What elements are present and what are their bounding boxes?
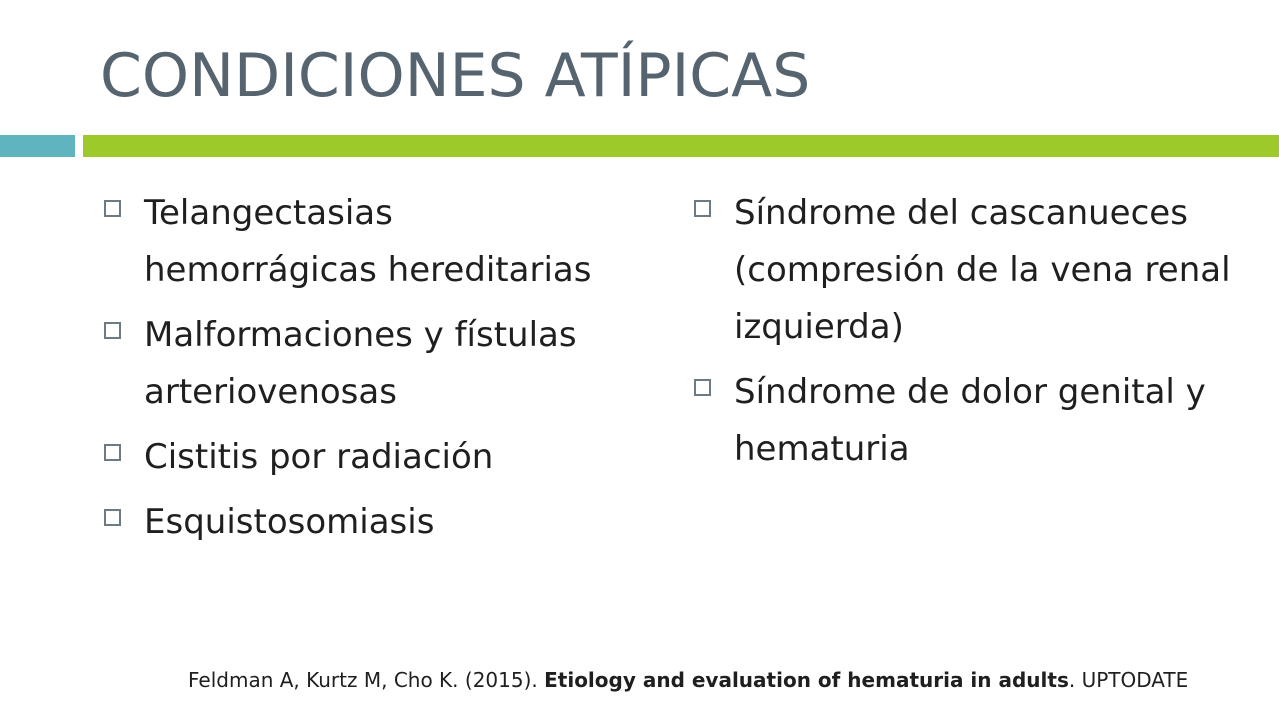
accent-bar-green — [83, 135, 1279, 157]
left-column — [100, 185, 620, 559]
square-bullet-icon — [104, 444, 121, 461]
list-item-text: Cistitis por radiación — [144, 437, 494, 477]
square-bullet-icon — [104, 509, 121, 526]
list-item-text: Síndrome de dolor genital y hematuria — [734, 372, 1206, 469]
square-bullet-icon — [104, 322, 121, 339]
list-item-text: Síndrome del cascanueces (compresión de la vena renal izquierda) — [734, 193, 1231, 347]
list-item-text: Telangectasias hemorrágicas hereditarias — [144, 193, 592, 290]
left-bullet-list — [100, 185, 620, 551]
list-item — [100, 494, 620, 551]
citation-authors: Feldman A, Kurtz M, Cho K. (2015). — [188, 668, 538, 692]
list-item-text: Esquistosomiasis — [144, 502, 435, 542]
square-bullet-icon — [694, 200, 711, 217]
list-item — [100, 307, 620, 421]
slide-title: CONDICIONES ATÍPICAS — [100, 41, 811, 111]
list-item — [690, 185, 1250, 356]
citation-source: UPTODATE — [1081, 668, 1189, 692]
accent-bar-teal — [0, 135, 75, 157]
citation-article-title: Etiology and evaluation of hematuria in adults — [544, 668, 1069, 692]
square-bullet-icon — [104, 200, 121, 217]
list-item — [100, 185, 620, 299]
list-item — [100, 429, 620, 486]
square-bullet-icon — [694, 379, 711, 396]
right-column — [690, 185, 1250, 486]
citation — [188, 668, 1188, 692]
right-bullet-list — [690, 185, 1250, 478]
list-item-text: Malformaciones y fístulas arteriovenosas — [144, 315, 577, 412]
list-item — [690, 364, 1250, 478]
citation-period: . — [1068, 668, 1076, 692]
